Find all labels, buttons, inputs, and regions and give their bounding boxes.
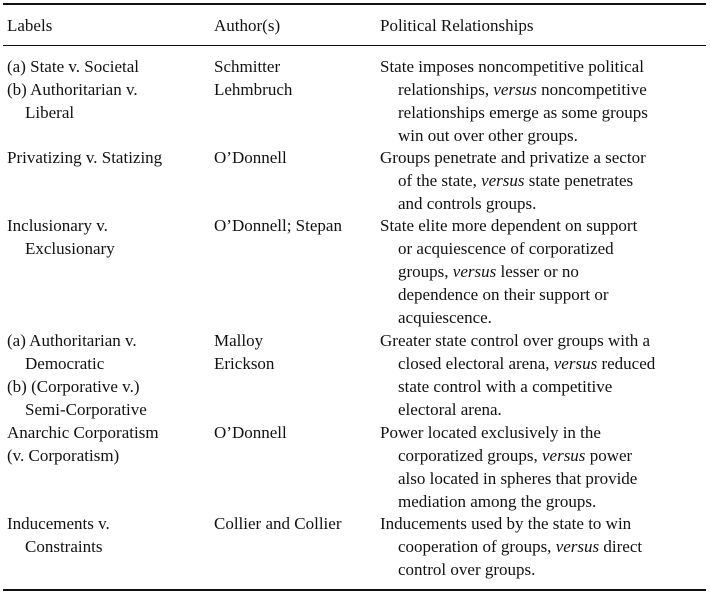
author-cell [214, 55, 379, 101]
relationship-line [380, 101, 710, 124]
relationship-line [380, 467, 710, 490]
relationship-text: acquiescence. [398, 308, 492, 327]
relationship-line [380, 55, 710, 78]
versus-emphasis: versus [553, 354, 598, 373]
author-line: Collier and Collier [214, 514, 342, 533]
versus-emphasis: versus [555, 537, 600, 556]
relationship-cell [380, 55, 710, 147]
relationship-text: or acquiescence of corporatized [398, 239, 614, 258]
relationship-text: dependence on their support or [398, 285, 609, 304]
relationship-cell [380, 329, 710, 421]
relationship-text: closed electoral arena, [398, 354, 554, 373]
relationship-line [380, 192, 710, 215]
relationship-line [380, 421, 710, 444]
relationship-line [380, 169, 710, 192]
relationship-text: Groups penetrate and privatize a sector [380, 148, 646, 167]
relationship-text: State elite more dependent on support [380, 216, 638, 235]
relationship-text: Greater state control over groups with a [380, 331, 651, 350]
relationship-line [380, 444, 710, 467]
relationship-text: relationships, [398, 80, 494, 99]
relationship-text: and controls groups. [398, 194, 537, 213]
label-cell [7, 329, 212, 421]
relationship-text: Inducements used by the state to win [380, 514, 632, 533]
relationship-line [380, 237, 710, 260]
relationship-line [380, 214, 710, 237]
top-rule [3, 3, 706, 5]
relationship-text: state penetrates [524, 171, 634, 190]
relationship-line [380, 260, 710, 283]
relationship-text: lesser or no [496, 262, 579, 281]
label-line: Privatizing v. Statizing [7, 148, 163, 167]
relationship-text: win out over other groups. [398, 126, 578, 145]
label-cell [7, 55, 212, 124]
relationship-text: Power located exclusively in the [380, 423, 601, 442]
relationship-text: noncompetitive [536, 80, 647, 99]
versus-emphasis: versus [493, 80, 537, 99]
relationship-line [380, 329, 710, 352]
relationship-text: control over groups. [398, 560, 536, 579]
relationship-line [380, 146, 710, 169]
label-line: Liberal [25, 103, 75, 122]
label-cell [7, 512, 212, 558]
versus-emphasis: versus [481, 171, 525, 190]
author-line: Schmitter [214, 57, 281, 76]
versus-emphasis: versus [452, 262, 497, 281]
relationship-cell [380, 146, 710, 215]
author-line: Lehmbruch [214, 80, 293, 99]
label-cell [7, 214, 212, 260]
label-cell [7, 421, 212, 467]
author-cell [214, 512, 379, 535]
relationship-line [380, 352, 710, 375]
label-line: Exclusionary [25, 239, 115, 258]
relationship-text: cooperation of groups, [398, 537, 556, 556]
relationship-cell [380, 214, 710, 329]
label-line: (a) Authoritarian v. [7, 331, 137, 350]
relationship-line [380, 535, 710, 558]
label-line: Constraints [25, 537, 103, 556]
label-line: (b) Authoritarian v. [7, 80, 138, 99]
label-line: (b) (Corporative v.) [7, 377, 140, 396]
relationship-text: direct [599, 537, 643, 556]
label-line: Democratic [25, 354, 105, 373]
relationship-text: relationships emerge as some groups [398, 103, 648, 122]
author-line: O’Donnell; Stepan [214, 216, 342, 235]
label-line: Semi-Corporative [25, 400, 147, 419]
relationship-cell [380, 421, 710, 513]
relationship-text: also located in spheres that provide [398, 469, 638, 488]
author-line: O’Donnell [214, 148, 287, 167]
relationship-text: groups, [398, 262, 453, 281]
header-rule [3, 45, 706, 46]
author-cell [214, 421, 379, 444]
header-authors: Author(s) [214, 16, 281, 35]
table-header [0, 14, 710, 37]
author-line: O’Donnell [214, 423, 287, 442]
relationship-text: power [585, 446, 633, 465]
relationship-text: corporatized groups, [398, 446, 542, 465]
relationship-line [380, 558, 710, 581]
relationship-line [380, 78, 710, 101]
author-cell [214, 329, 379, 375]
relationship-line [380, 512, 710, 535]
relationship-text: of the state, [398, 171, 482, 190]
label-cell [7, 146, 212, 169]
relationship-line [380, 283, 710, 306]
relationship-text: State imposes noncompetitive political [380, 57, 644, 76]
relationship-line [380, 398, 710, 421]
versus-emphasis: versus [541, 446, 586, 465]
relationship-text: electoral arena. [398, 400, 502, 419]
relationship-cell [380, 512, 710, 581]
author-cell [214, 146, 379, 169]
label-line: Inclusionary v. [7, 216, 108, 235]
bottom-rule [3, 589, 706, 591]
header-labels: Labels [7, 16, 53, 35]
relationship-text: state control with a competitive [398, 377, 613, 396]
label-line: Anarchic Corporatism [7, 423, 159, 442]
author-line: Erickson [214, 354, 275, 373]
header-relationships: Political Relationships [380, 16, 534, 35]
relationship-line [380, 124, 710, 147]
relationship-text: mediation among the groups. [398, 492, 597, 511]
relationship-line [380, 306, 710, 329]
relationship-text: reduced [597, 354, 656, 373]
relationship-line [380, 490, 710, 513]
label-line: Inducements v. [7, 514, 110, 533]
author-line: Malloy [214, 331, 264, 350]
relationship-line [380, 375, 710, 398]
author-cell [214, 214, 379, 237]
label-line: (a) State v. Societal [7, 57, 140, 76]
label-line: (v. Corporatism) [7, 446, 120, 465]
